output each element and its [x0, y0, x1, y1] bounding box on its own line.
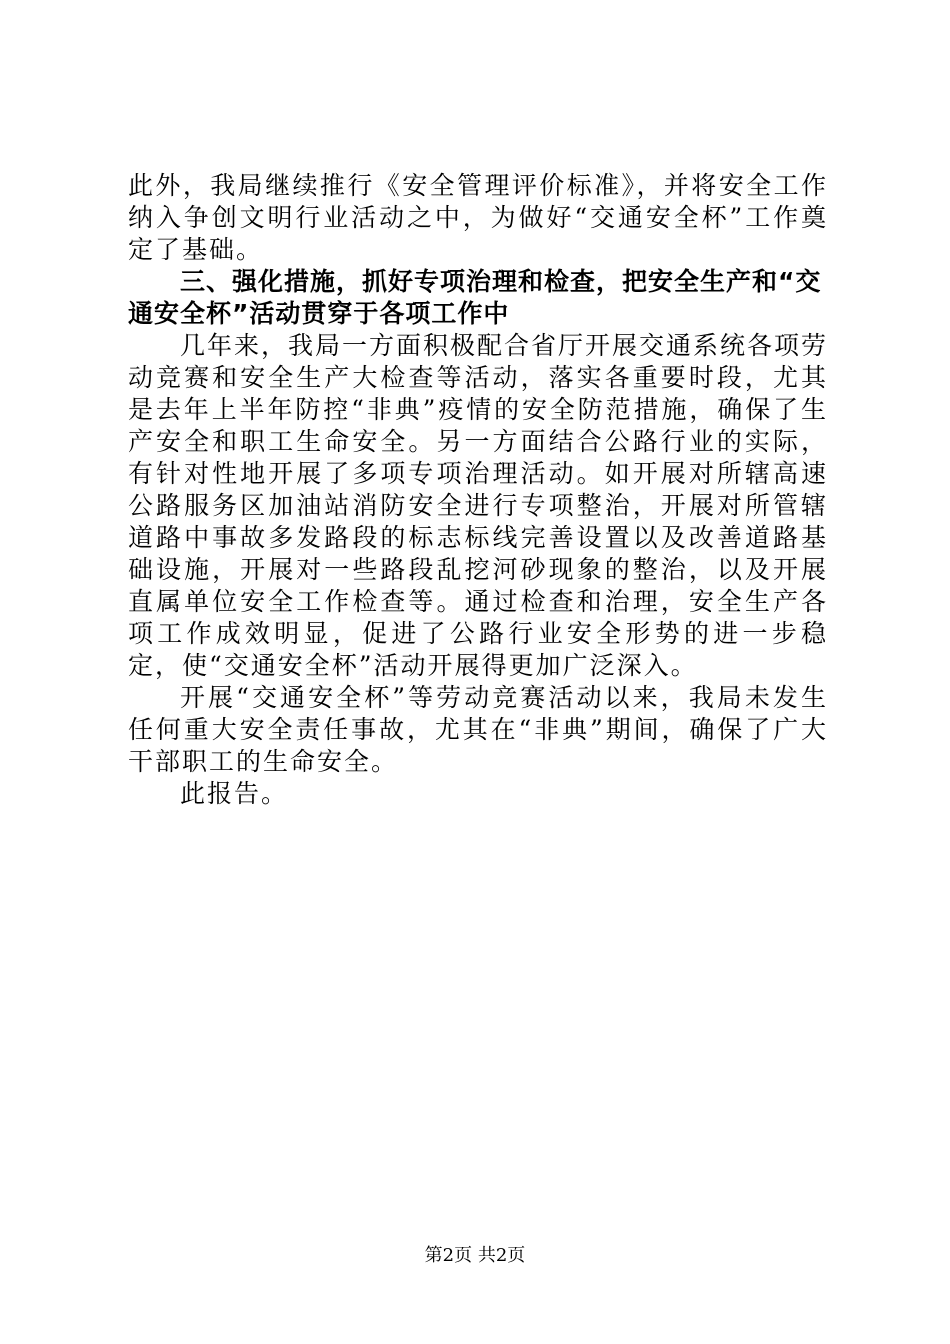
paragraph-closing: 此报告。: [180, 779, 289, 808]
section-heading: 三、强化措施，抓好专项治理和检查，把安全生产和“交通安全杯”活动贯穿于各项工作中: [128, 267, 822, 328]
document-body: [128, 170, 828, 810]
paragraph-measures: 几年来，我局一方面积极配合省厅开展交通系统各项劳动竞赛和安全生产大检查等活动，落实各重要时段，尤其是去年上半年防控“非典”疫情的安全防范措施，确保了生产安全和职工生命安全。另一方面结合公路行业的实际，有针对性地开展了多项专项治理活动。如开展对所辖高速公路服务区加油站消防安全进行专项整治，开展对所管辖道路中事故多发路段的标志标线完善设置以及改善道路基础设施，开展对一些路段乱挖河砂现象的整治，以及开展直属单位安全工作检查等。通过检查和治理，安全生产各项工作成效明显，促进了公路行业安全形势的进一步稳定，使“交通安全杯”活动开展得更加广泛深入。: [128, 331, 829, 680]
paragraph-continuation: 此外，我局继续推行《安全管理评价标准》，并将安全工作纳入争创文明行业活动之中，为做好“交通安全杯”工作奠定了基础。: [128, 171, 828, 264]
paragraph-results: 开展“交通安全杯”等劳动竞赛活动以来，我局未发生任何重大安全责任事故，尤其在“非典”期间，确保了广大干部职工的生命安全。: [128, 683, 828, 776]
page-footer: 第2页 共2页: [424, 1245, 526, 1266]
